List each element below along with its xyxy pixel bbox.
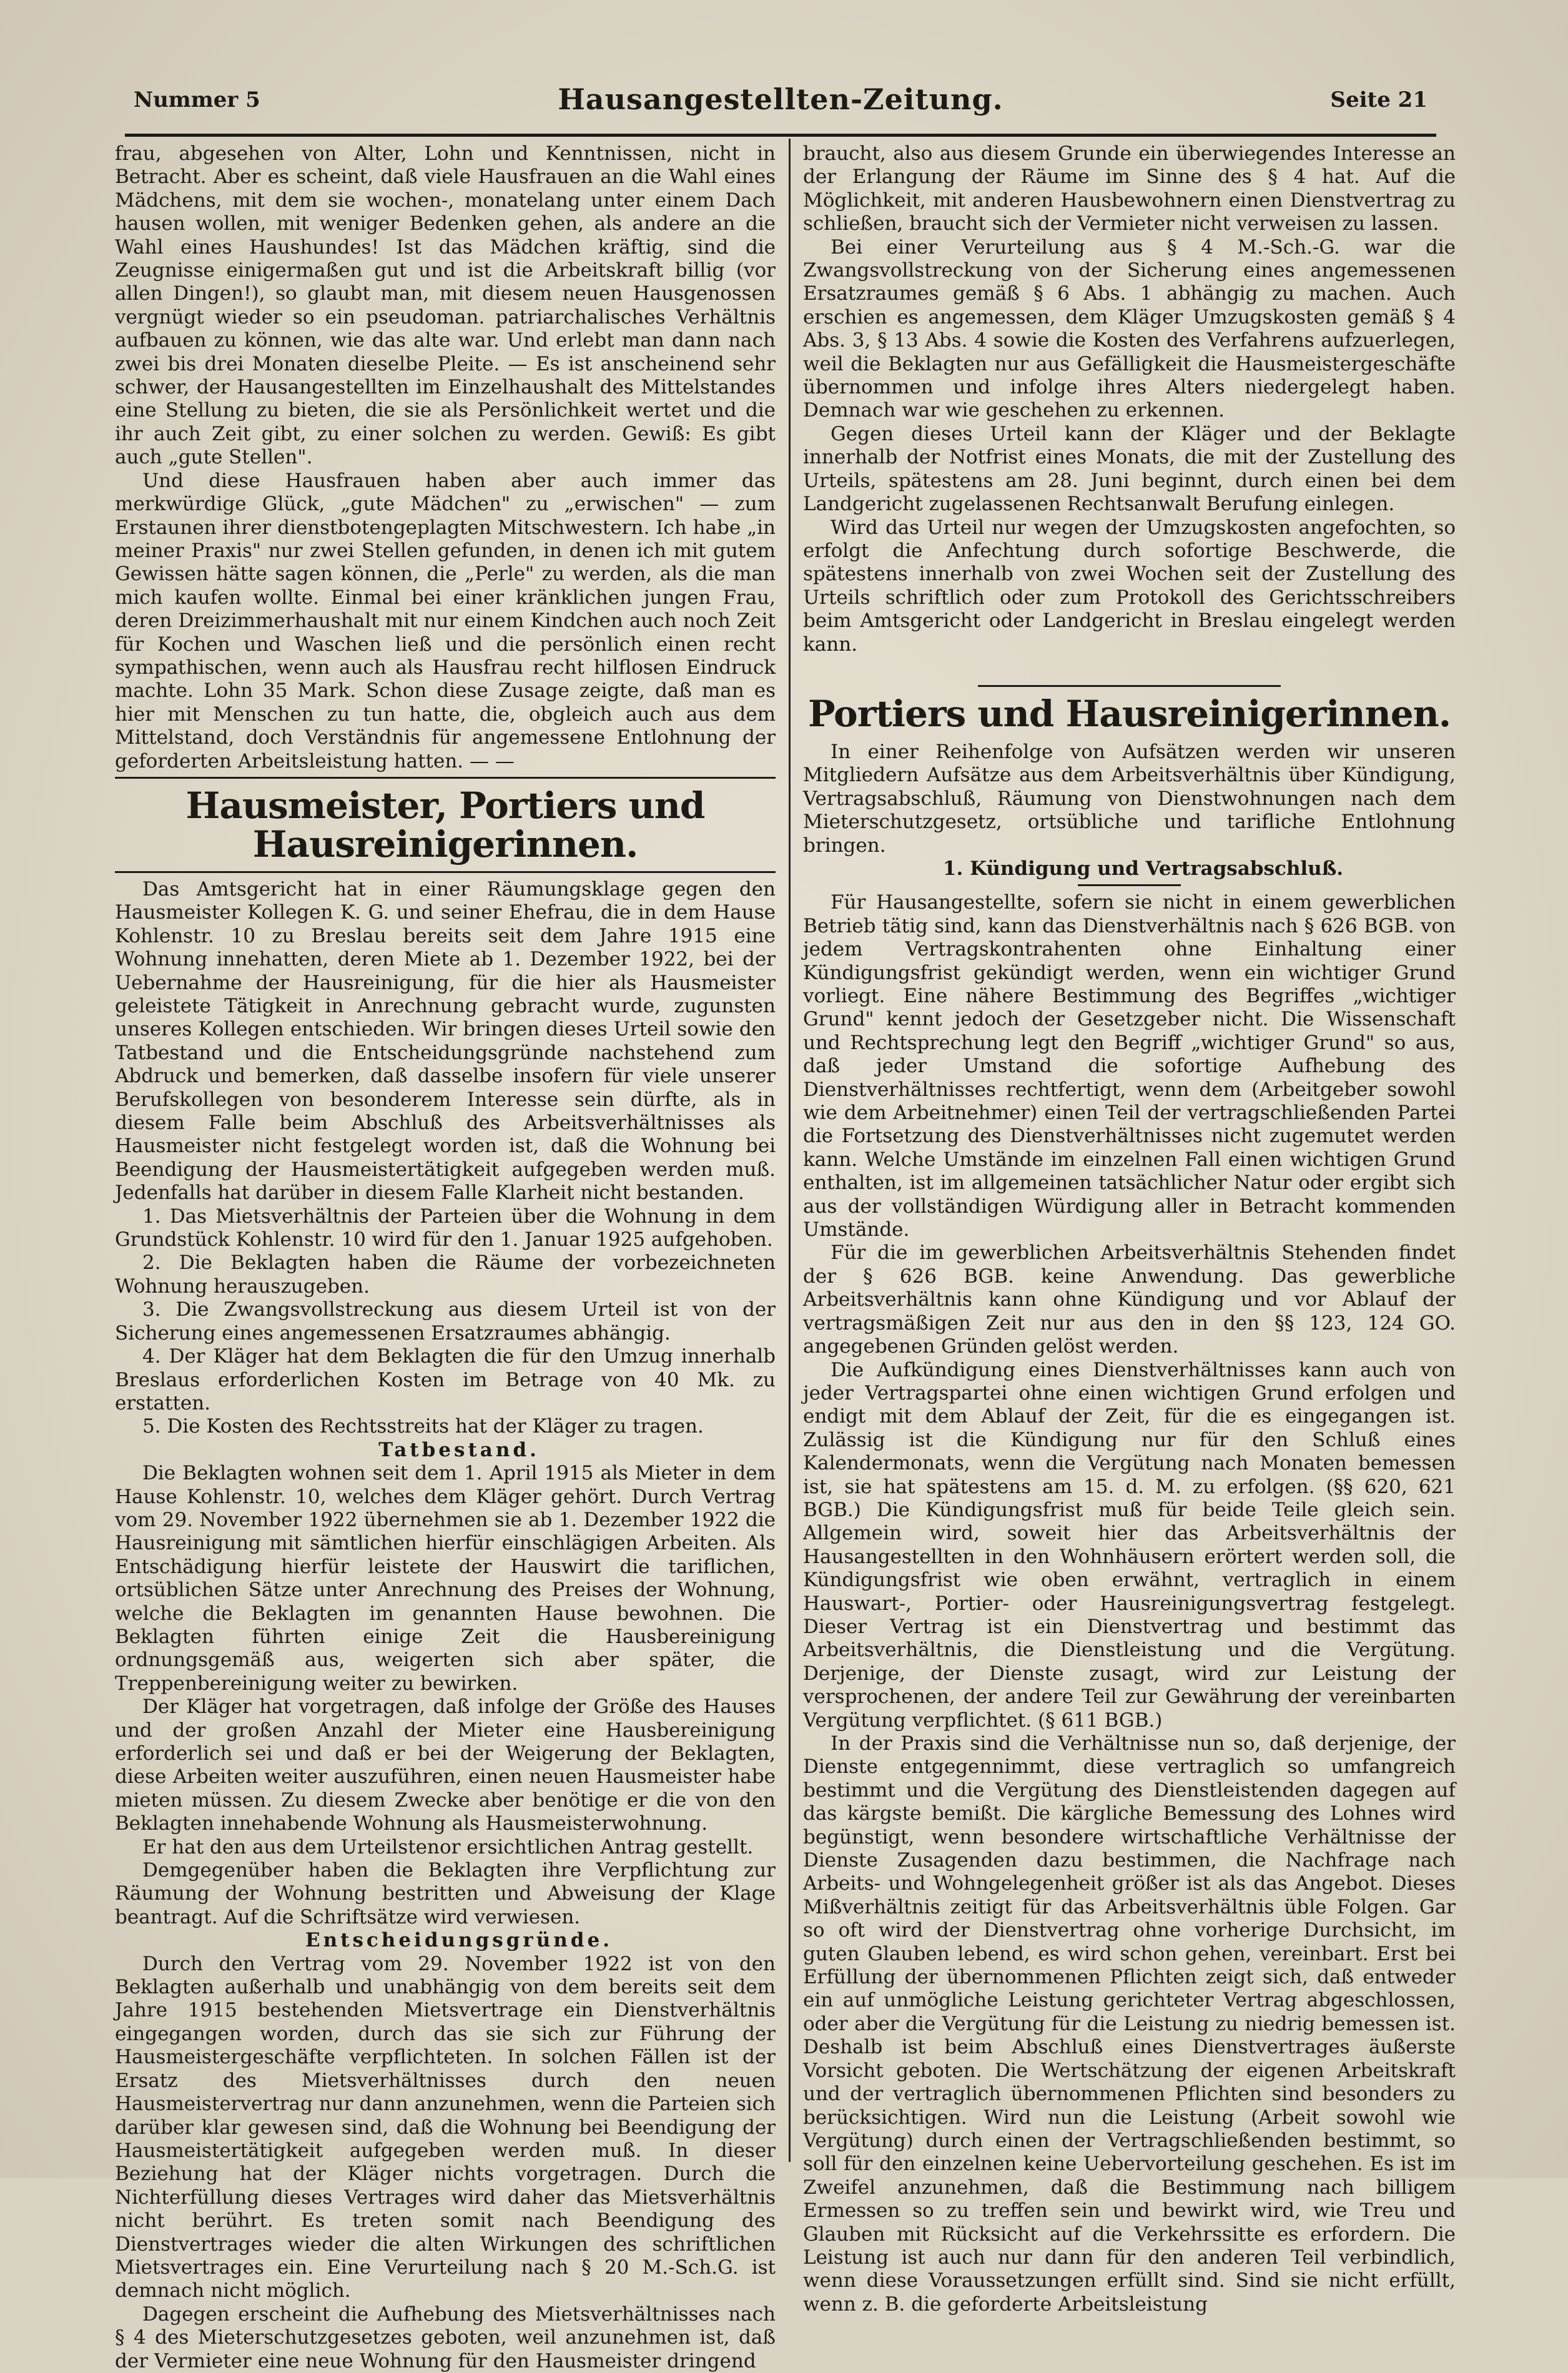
right-column — [803, 142, 1456, 2316]
section-title-hausmeister: Hausmeister, Portiers und Hausreinigerinnen. — [185, 784, 705, 866]
section-rule — [115, 777, 776, 779]
judgment-point: 4. Der Kläger hat dem Beklagten die für den Umzug innerhalb Breslaus erforderlichen Kosten im Betrage von 40 Mk. zu erstatten. — [115, 1345, 776, 1414]
section-rule — [115, 871, 776, 873]
left-column — [115, 142, 776, 2372]
paragraph: Dagegen erscheint die Aufhebung des Mietsverhältnisses nach § 4 des Mieterschutzgesetzes geboten, weil anzunehmen ist, daß der Vermieter eine neue Wohnung für den Hausmeister dringend — [115, 2302, 776, 2372]
paragraph: Die Beklagten wohnen seit dem 1. April 1915 als Mieter in dem Hause Kohlenstr. 10, welches dem Kläger gehört. Durch Vertrag vom 29. November 1922 übernehmen sie ab 1. Dezember 1922 die Hausreinigung mit sämtlichen hierfür einschlägigen Arbeiten. Als Entschädigung hierfür leistete der Hauswirt die tariflichen, ortsüblichen Sätze unter Anrechnung des Preises der Wohnung, welche die Beklagten im genannten Hause bewohnen. Die Beklagten führten einige Zeit die Hausbereinigung ordnungsgemäß aus, weigerten sich aber später, die Treppenbereinigung weiter zu bewirken. — [115, 1462, 776, 1695]
paragraph: Er hat den aus dem Urteilstenor ersichtlichen Antrag gestellt. — [142, 1835, 754, 1858]
issue-number: Nummer 5 — [134, 87, 260, 112]
spacer — [803, 656, 1456, 681]
header-rule — [125, 134, 1436, 137]
subheading-tatbestand: Tatbestand. — [378, 1438, 540, 1461]
subheading-kuendigung: 1. Kündigung und Vertragsabschluß. — [942, 857, 1344, 880]
page-number: Seite 21 — [1330, 87, 1427, 112]
paragraph: frau, abgesehen von Alter, Lohn und Kenntnissen, nicht in Betracht. Aber es scheint, daß viele Hausfrauen an die Wahl eines Mädchens, mit dem sie wochen-, monatelang unter einem Dach hausen wollen, mit weniger Bedenken gehen, als andere an die Wahl eines Haushundes! Ist das Mädchen kräftig, sind die Zeugnisse einigermaßen gut und ist die Arbeitskraft billig (vor allen Dingen!), so glaubt man, mit diesem neuen Hausgenossen vergnügt wieder so ein pseudoman. patriarchalisches Verhältnis aufbauen zu können, wie das alte war. Und erlebt man dann nach zwei bis drei Monaten dieselbe Pleite. — Es ist anscheinend sehr schwer, der Hausangestellten im Einzelhaushalt des Mittelstandes eine Stellung zu bieten, die sie als Persönlichkeit wertet und die ihr auch Zeit gibt, zu einer solchen zu werden. Gewiß: Es gibt auch „gute Stellen". — [115, 142, 776, 469]
judgment-point: 2. Die Beklagten haben die Räume der vorbezeichneten Wohnung herauszugeben. — [115, 1251, 776, 1298]
paragraph: In der Praxis sind die Verhältnisse nun so, daß derjenige, der Dienste entgegennimmt, diese vertraglich so umfangreich bestimmt und die Vergütung des Dienstleistenden dagegen auf das kärgste bemißt. Die kärgliche Bemessung des Lohnes wird begünstigt, wenn besondere wirtschaftliche Verhältnisse der Dienste Zusagenden dazu bestimmen, die Nachfrage nach Arbeits- und Wohngelegenheit größer ist als das Angebot. Dieses Mißverhältnis zeitigt für das Arbeitsverhältnis üble Folgen. Gar so oft wird der Dienstvertrag ohne vorherige Durchsicht, im guten Glauben lebend, es wird schon gehen, vereinbart. Erst bei Erfüllung der übernommenen Pflichten zeigt sich, daß entweder ein auf unmögliche Leistung gerichteter Vertrag abgeschlossen, oder aber die Vergütung für die Leistung zu niedrig bemessen ist. Deshalb ist beim Abschluß eines Dienstvertrages äußerste Vorsicht geboten. Die Wertschätzung der eigenen Arbeitskraft und der vertraglich übernommenen Pflichten sind besonders zu berücksichtigen. Wird nun die Leistung (Arbeit sowohl wie Vergütung) durch einen der Vertragschließenden bestimmt, so soll für den einzelnen keine Uebervorteilung geschehen. Es ist im Zweifel anzunehmen, daß die Bestimmung nach billigem Ermessen so zu treffen sein und bewirkt wird, wie Treu und Glauben mit Rücksicht auf die Verkehrssitte es erfordern. Die Leistung ist auch nur dann für den anderen Teil verbindlich, wenn diese Voraussetzungen erfüllt sind. Sind sie nicht erfüllt, wenn z. B. die geforderte Arbeitsleistung — [803, 1732, 1456, 2316]
paragraph: braucht, also aus diesem Grunde ein überwiegendes Interesse an der Erlangung der Räume im Sinne des § 4 hat. Auf die Möglichkeit, mit anderen Hausbewohnern einen Dienstvertrag zu schließen, braucht sich der Vermieter nicht verweisen zu lassen. — [803, 142, 1456, 235]
paragraph: Und diese Hausfrauen haben aber auch immer das merkwürdige Glück, „gute Mädchen" zu „erwischen" — zum Erstaunen ihrer dienstbotengeplagten Mitschwestern. Ich habe „in meiner Praxis" nur zwei Stellen gefunden, in denen ich mit gutem Gewissen hätte sagen können, die „Perle" zu werden, als die man mich kaufen wollte. Einmal bei einer kränklichen jungen Frau, deren Dreizimmerhaushalt mit nur einem Kindchen auch noch Zeit für Kochen und Waschen ließ und die persönlich einen recht sympathischen, wenn auch als Hausfrau recht hilflosen Eindruck machte. Lohn 35 Mark. Schon diese Zusage zeigte, daß man es hier mit Menschen zu tun hatte, die, obgleich auch aus dem Mittelstand, doch Verständnis für angemessene Entlohnung der geforderten Arbeitsleistung hatten. — — — [115, 469, 776, 772]
intro-paragraph: In einer Reihenfolge von Aufsätzen werden wir unseren Mitgliedern Aufsätze aus dem Arbeitsverhältnis über Kündigung, Vertragsabschluß, Räumung von Dienstwohnungen nach dem Mieterschutzgesetz, ortsübliche und tarifliche Entlohnung bringen. — [803, 740, 1456, 857]
section-title-portiers: Portiers und Hausreinigerinnen. — [807, 692, 1451, 735]
newspaper-title: Hausangestellten-Zeitung. — [558, 82, 1003, 116]
page-header — [134, 82, 1427, 126]
paragraph: Gegen dieses Urteil kann der Kläger und der Beklagte innerhalb der Notfrist eines Monats, die mit der Zustellung des Urteils, spätestens am 28. Juni beginnt, durch einen bei dem Landgericht zugelassenen Rechtsanwalt Berufung einlegen. — [803, 422, 1456, 516]
paragraph: Wird das Urteil nur wegen der Umzugskosten angefochten, so erfolgt die Anfechtung durch sofortige Beschwerde, die spätestens innerhalb von zwei Wochen seit der Zustellung des Urteils schriftlich oder zum Protokoll des Gerichtsschreibers beim Amtsgericht oder Landgericht in Breslau eingelegt werden kann. — [803, 516, 1456, 656]
paragraph: Der Kläger hat vorgetragen, daß infolge der Größe des Hauses und der großen Anzahl der Mieter eine Hausbereinigung erforderlich sei und daß er bei der Weigerung der Beklagten, diese Arbeiten weiter auszuführen, einen neuen Hausmeister habe mieten müssen. Zu diesem Zwecke aber benötige er die von den Beklagten innehabende Wohnung als Hausmeisterwohnung. — [115, 1695, 776, 1835]
paragraph: Durch den Vertrag vom 29. November 1922 ist von den Beklagten außerhalb und unabhängig von dem bereits seit dem Jahre 1915 bestehenden Mietsvertrage ein Dienstverhältnis eingegangen worden, durch das sie sich zur Führung der Hausmeistergeschäfte verpflichteten. In solchen Fällen ist der Ersatz des Mietsverhältnisses durch den neuen Hausmeistervertrag nur dann anzunehmen, wenn die Parteien sich darüber klar gewesen sind, daß die Wohnung bei Beendigung der Hausmeistertätigkeit aufgegeben werden muß. In dieser Beziehung hat der Kläger nichts vorgetragen. Durch die Nichterfüllung dieses Vertrages wird daher das Mietsverhältnis nicht berührt. Es treten somit nach Beendigung des Dienstvertrages wieder die alten Wirkungen des schriftlichen Mietsvertrages ein. Eine Verurteilung nach § 20 M.-Sch.G. ist demnach nicht möglich. — [115, 1952, 776, 2302]
paragraph: Bei einer Verurteilung aus § 4 M.-Sch.-G. war die Zwangsvollstreckung von der Sicherung eines angemessenen Ersatzraumes gemäß § 6 Abs. 1 abhängig zu machen. Auch erschien es angemessen, dem Kläger Umzugskosten gemäß § 4 Abs. 3, § 13 Abs. 4 sowie die Kosten des Verfahrens aufzuerlegen, weil die Beklagten nur aus Gefälligkeit die Hausmeistergeschäfte übernommen und infolge ihres Alters niedergelegt haben. Demnach war wie geschehen zu erkennen. — [803, 235, 1456, 422]
section-rule — [978, 685, 1281, 687]
judgment-point: 3. Die Zwangsvollstreckung aus diesem Urteil ist von der Sicherung eines angemessenen Ersatzraumes abhängig. — [115, 1298, 776, 1344]
judgment-point: 5. Die Kosten des Rechtsstreits hat der Kläger zu tragen. — [142, 1415, 704, 1438]
subheading-entscheidungsgruende: Entscheidungsgründe. — [305, 1929, 613, 1952]
section-rule — [1078, 884, 1181, 886]
paragraph: Für die im gewerblichen Arbeitsverhältnis Stehenden findet der § 626 BGB. keine Anwendung. Das gewerbliche Arbeitsverhältnis kann ohne Kündigung und vor Ablauf der vertragsmäßigen Zeit nur aus den in den §§ 123, 124 GO. angegebenen Gründen gelöst werden. — [803, 1241, 1456, 1358]
paragraph: Die Aufkündigung eines Dienstverhältnisses kann auch von jeder Vertragspartei ohne einen wichtigen Grund erfolgen und endigt mit dem Ablauf der Zeit, für die es eingegangen ist. Zulässig ist die Kündigung nur für den Schluß eines Kalendermonats, wenn die Vergütung nach Monaten bemessen ist, sie hat spätestens am 15. d. M. zu erfolgen. (§§ 620, 621 BGB.) Die Kündigungsfrist muß für beide Teile gleich sein. Allgemein wird, soweit hier das Arbeitsverhältnis der Hausangestellten in den Wohnhäusern erörtert werden soll, die Kündigungsfrist wie oben erwähnt, vertraglich in einem Hauswart-, Portier- oder Hausreinigungsvertrag festgelegt. Dieser Vertrag ist ein Dienstvertrag und bestimmt das Arbeitsverhältnis, die Dienstleistung und die Vergütung. Derjenige, der Dienste zusagt, wird zur Leistung der versprochenen, der andere Teil zur Gewährung der vereinbarten Vergütung verpflichtet. (§ 611 BGB.) — [803, 1358, 1456, 1732]
paragraph: Für Hausangestellte, sofern sie nicht in einem gewerblichen Betrieb tätig sind, kann das Dienstverhältnis nach § 626 BGB. von jedem Vertragskontrahenten ohne Einhaltung einer Kündigungsfrist gekündigt werden, wenn ein wichtiger Grund vorliegt. Eine nähere Bestimmung des Begriffes „wichtiger Grund" kennt jedoch der Gesetzgeber nicht. Die Wissenschaft und Rechtsprechung legt den Begriff „wichtiger Grund" so aus, daß jeder Umstand die sofortige Aufhebung des Dienstverhältnisses rechtfertigt, wenn dem (Arbeitgeber sowohl wie dem Arbeitnehmer) einen Teil der vertragschließenden Partei die Fortsetzung des Dienstverhältnisses nicht zugemutet werden kann. Welche Umstände im einzelnen Fall einen wichtigen Grund enthalten, ist im allgemeinen tatsächlicher Natur oder ergibt sich aus der vollständigen Würdigung aller in Betracht kommenden Umstände. — [803, 891, 1456, 1241]
judgment-point: 1. Das Mietsverhältnis der Parteien über die Wohnung in dem Grundstück Kohlenstr. 10 wird für den 1. Januar 1925 aufgehoben. — [115, 1205, 776, 1251]
paragraph: Demgegenüber haben die Beklagten ihre Verpflichtung zur Räumung der Wohnung bestritten und Abweisung der Klage beantragt. Auf die Schriftsätze wird verwiesen. — [115, 1859, 776, 1928]
column-divider — [789, 139, 791, 2162]
paragraph: Das Amtsgericht hat in einer Räumungsklage gegen den Hausmeister Kollegen K. G. und seiner Ehefrau, die in dem Hause Kohlenstr. 10 zu Breslau bereits seit dem Jahre 1915 eine Wohnung innehatten, deren Miete ab 1. Dezember 1922, bei der Uebernahme der Hausreinigung, für die hier als Hausmeister geleistete Tätigkeit in Anrechnung gebracht wurde, zugunsten unseres Kollegen entschieden. Wir bringen dieses Urteil sowie den Tatbestand und die Entscheidungsgründe nachstehend zum Abdruck und bemerken, daß dasselbe insofern für viele unserer Berufskollegen von besonderem Interesse sein dürfte, als in diesem Falle beim Abschluß des Arbeitsverhältnisses als Hausmeister nicht festgelegt worden ist, daß die Wohnung bei Beendigung der Hausmeistertätigkeit aufgegeben werden muß. Jedenfalls hat darüber in diesem Falle Klarheit nicht bestanden. — [115, 877, 776, 1205]
